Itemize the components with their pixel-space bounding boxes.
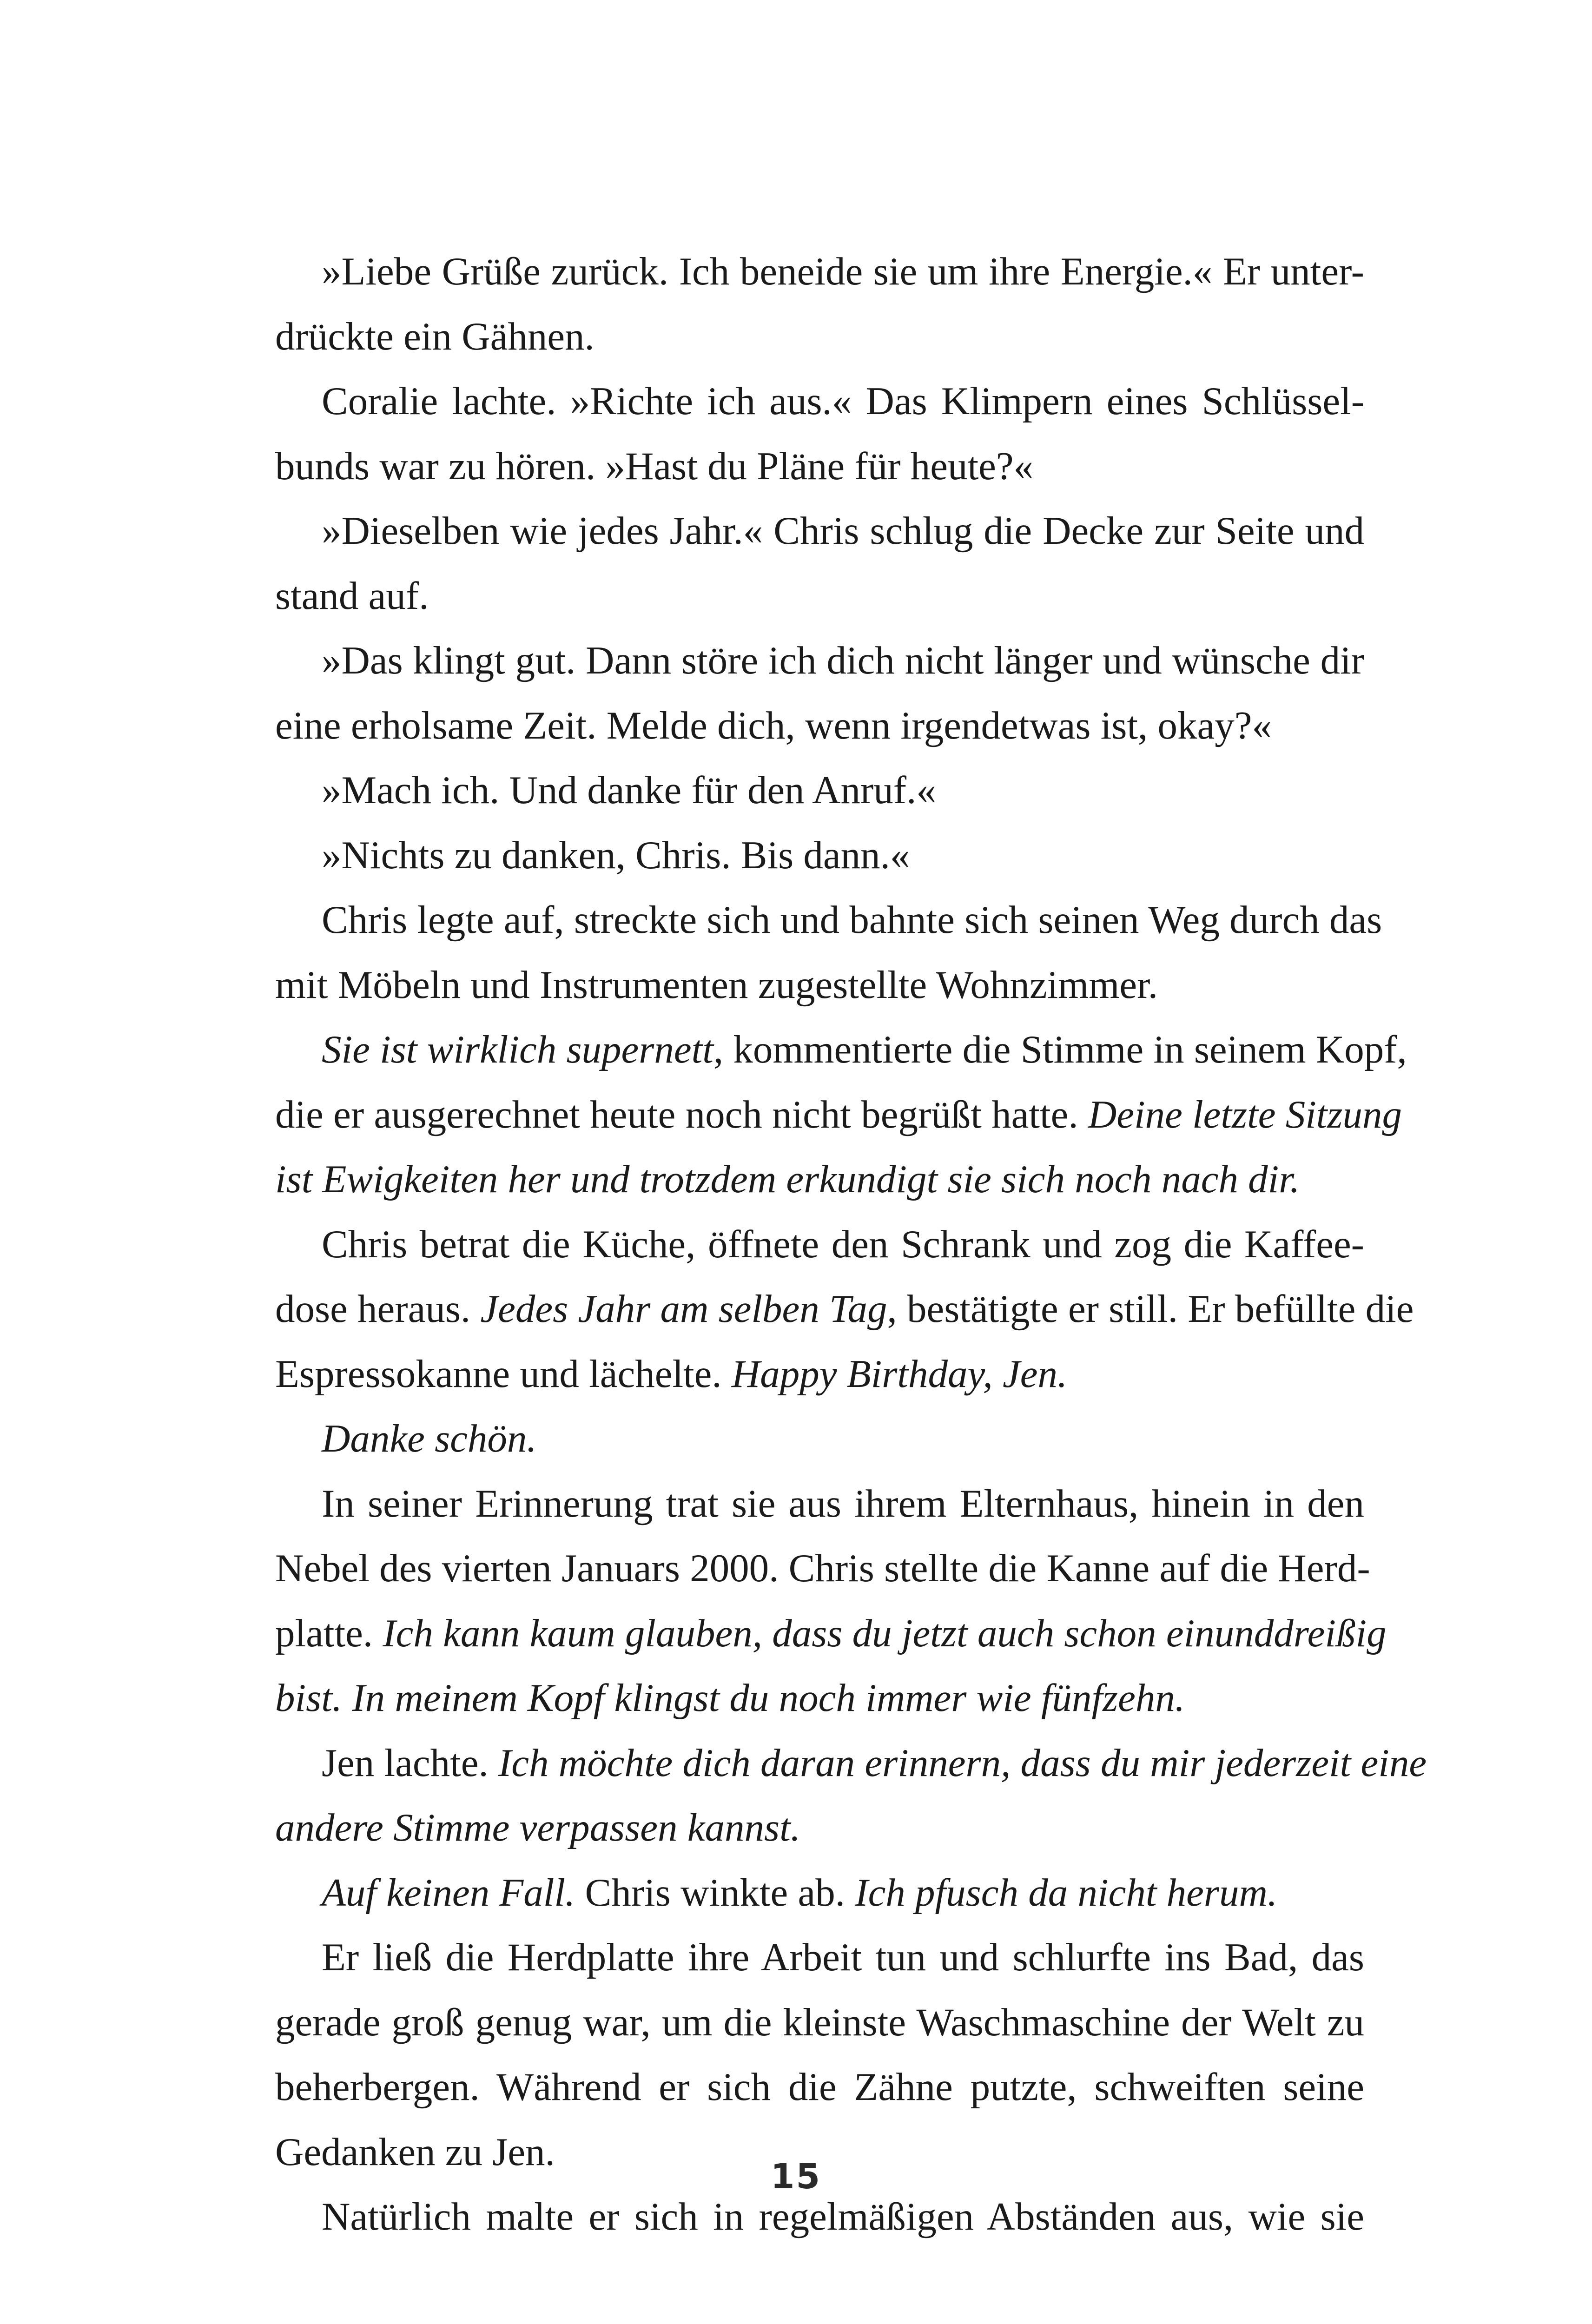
text-segment: Chris legte auf, streckte sich und bahnte sich seinen Weg durch das (322, 898, 1382, 942)
italic-segment: ist Ewigkeiten her und trotzdem erkundigt sie sich noch nach dir. (275, 1157, 1300, 1201)
text-segment: Chris winkte ab. (575, 1870, 855, 1915)
italic-segment: Ich pfusch da nicht herum. (855, 1870, 1278, 1915)
italic-segment: Ich kann kaum glauben, dass du jetzt auch schon einunddreißig (383, 1611, 1387, 1655)
text-line (275, 1666, 1364, 1731)
text-segment: mit Möbeln und Instrumenten zugestellte Wohnzimmer. (275, 963, 1158, 1007)
text-line (275, 1990, 1364, 2055)
text-segment: bunds war zu hören. »Hast du Pläne für heute?« (275, 444, 1034, 488)
text-line (275, 2055, 1364, 2120)
text-segment: »Dieselben wie jedes Jahr.« Chris schlug die Decke zur Seite und (322, 509, 1364, 553)
text-line (275, 1925, 1364, 1990)
text-segment: Nebel des vierten Januars 2000. Chris stellte die Kanne auf die Herd- (275, 1546, 1370, 1590)
text-segment: , bestätigte er still. Er befüllte die (887, 1287, 1414, 1331)
italic-segment: bist. In meinem Kopf klingst du noch immer wie fünfzehn. (275, 1676, 1185, 1720)
text-line (275, 304, 1364, 370)
text-line (275, 499, 1364, 564)
text-segment: Coralie lachte. »Richte ich aus.« Das Klimpern eines Schlüssel- (322, 379, 1364, 423)
text-segment: stand auf. (275, 574, 429, 618)
text-line (275, 1731, 1427, 1796)
text-line (275, 434, 1364, 499)
italic-segment: Deine letzte Sitzung (1088, 1092, 1402, 1136)
text-line (275, 1472, 1364, 1537)
text-line (275, 693, 1364, 759)
text-line (275, 758, 1364, 823)
text-line (275, 1147, 1364, 1212)
text-line (275, 823, 1364, 888)
text-segment: In seiner Erinnerung trat sie aus ihrem Elternhaus, hinein in den (322, 1481, 1364, 1525)
text-line (275, 1017, 1407, 1083)
text-line (275, 1536, 1370, 1601)
text-segment: »Mach ich. Und danke für den Anruf.« (322, 768, 936, 812)
text-line (275, 369, 1364, 434)
text-segment: Natürlich malte er sich in regelmäßigen Abständen aus, wie sie (322, 2195, 1364, 2238)
text-line (275, 239, 1364, 304)
italic-segment: Ich möchte dich daran erinnern, dass du mir jederzeit eine (498, 1741, 1427, 1785)
text-line (275, 888, 1382, 953)
text-line (275, 1277, 1414, 1342)
body-text (275, 239, 1427, 2250)
text-segment: gerade groß genug war, um die kleinste Waschmaschine der Welt zu (275, 2000, 1364, 2044)
text-segment: »Nichts zu danken, Chris. Bis dann.« (322, 833, 910, 877)
text-segment: »Das klingt gut. Dann störe ich dich nicht länger und wünsche dir (322, 639, 1364, 682)
text-segment: die er ausgerechnet heute noch nicht begrüßt hatte. (275, 1092, 1088, 1136)
text-segment: , kommentierte die Stimme in seinem Kopf, (713, 1028, 1407, 1071)
text-segment: Chris betrat die Küche, öffnete den Schrank und zog die Kaffee- (322, 1222, 1364, 1266)
italic-segment: Danke schön. (322, 1417, 537, 1460)
italic-segment: Jedes Jahr am selben Tag (480, 1287, 887, 1331)
text-line (275, 1601, 1387, 1666)
italic-segment: Sie ist wirklich supernett (322, 1028, 713, 1071)
page-number: 15 (771, 2157, 821, 2197)
text-line (275, 1342, 1364, 1407)
text-segment: Er ließ die Herdplatte ihre Arbeit tun und schlurfte ins Bad, das (322, 1935, 1364, 1979)
text-line (275, 1406, 1364, 1472)
text-segment: Gedanken zu Jen. (275, 2130, 555, 2174)
italic-segment: Happy Birthday, Jen. (731, 1352, 1068, 1396)
text-segment: Espressokanne und lächelte. (275, 1352, 732, 1396)
text-line (275, 1083, 1402, 1148)
text-segment: platte. (275, 1611, 383, 1655)
text-line (275, 1212, 1364, 1277)
text-segment: drückte ein Gähnen. (275, 314, 595, 358)
text-line (275, 1796, 1364, 1861)
text-line (275, 628, 1364, 693)
text-segment: dose heraus. (275, 1287, 481, 1331)
italic-segment: andere Stimme verpassen kannst. (275, 1806, 800, 1849)
text-line (275, 564, 1364, 629)
text-line (275, 1861, 1364, 1926)
text-segment: beherbergen. Während er sich die Zähne putzte, schweiften seine (275, 2065, 1364, 2109)
text-segment: eine erholsame Zeit. Melde dich, wenn irgendetwas ist, okay?« (275, 703, 1272, 747)
italic-segment: Auf keinen Fall. (322, 1870, 575, 1915)
text-segment: »Liebe Grüße zurück. Ich beneide sie um ihre Energie.« Er unter- (322, 250, 1364, 293)
text-segment: Jen lachte. (322, 1741, 498, 1785)
text-line (275, 953, 1364, 1018)
